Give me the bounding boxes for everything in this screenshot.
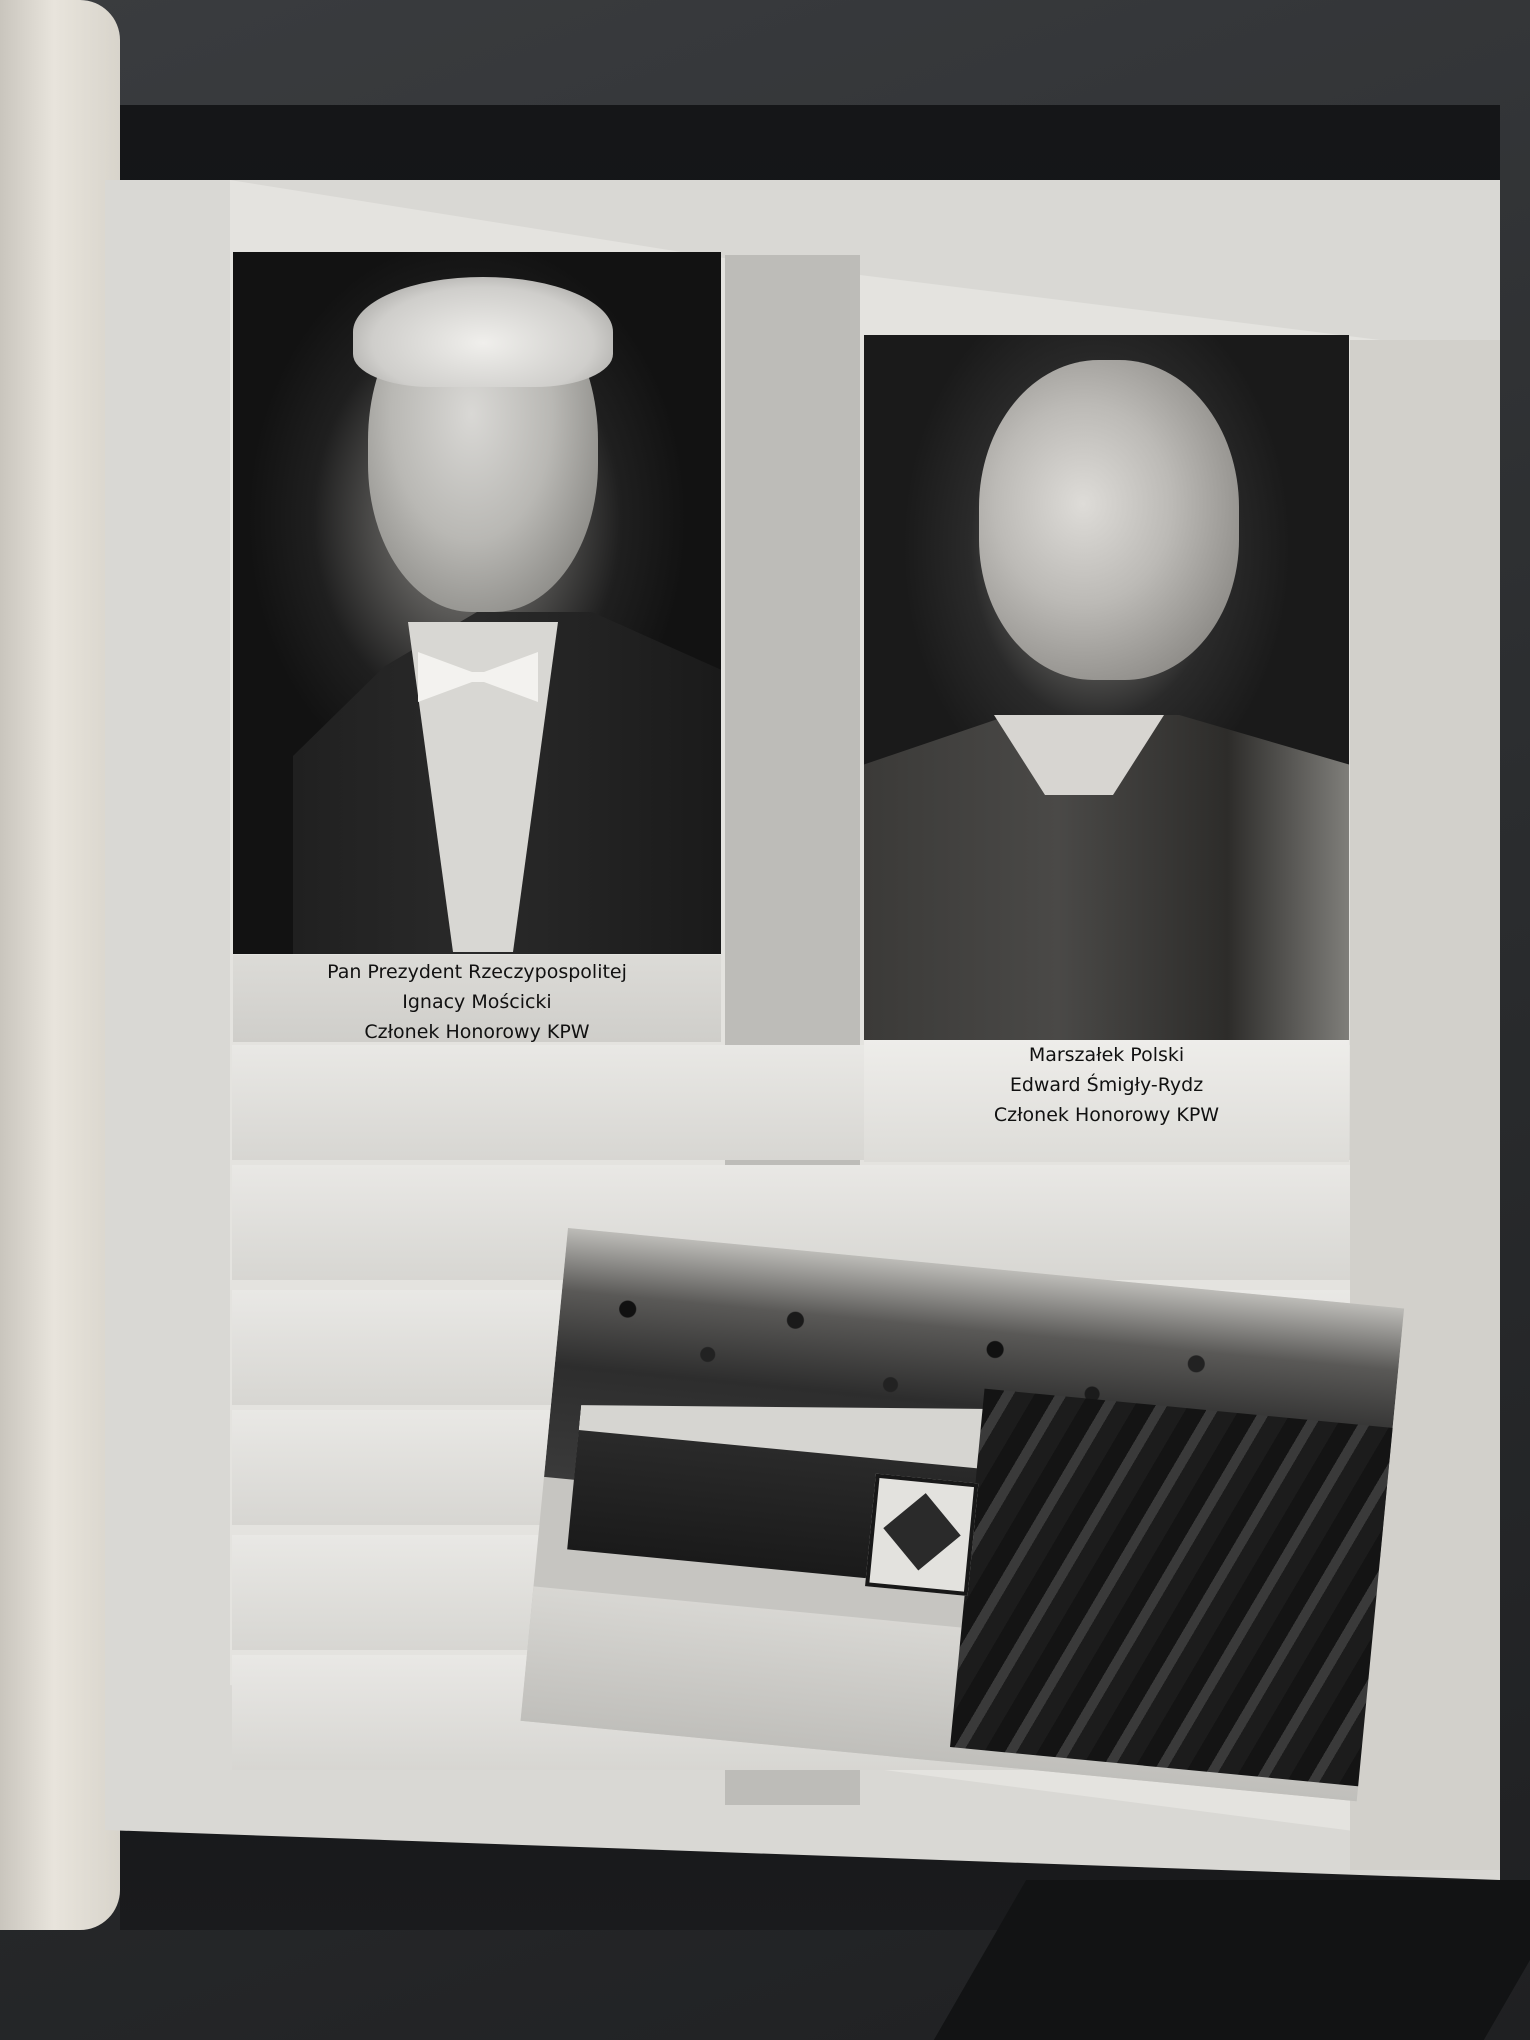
caption-line: Ignacy Mościcki [402, 991, 552, 1013]
caption-left [233, 955, 721, 1042]
cover-shadow [934, 1880, 1530, 2040]
parade-photo [521, 1228, 1405, 1801]
page-strip-right [1350, 340, 1500, 1870]
caption-right [864, 1040, 1349, 1162]
portrait-left [233, 252, 721, 954]
caption-line: Członek Honorowy KPW [364, 1021, 590, 1043]
caption-line: Pan Prezydent Rzeczypospolitej [327, 961, 627, 983]
left-page-edge [0, 0, 120, 1930]
banner [865, 1474, 978, 1596]
caption-line: Marszałek Polski [1028, 1044, 1185, 1066]
caption-line: Edward Śmigły-Rydz [1009, 1074, 1204, 1096]
caption-line: Członek Honorowy KPW [993, 1104, 1220, 1126]
portrait-right [864, 335, 1349, 1040]
face [979, 360, 1239, 680]
hair [353, 277, 613, 387]
banner-emblem [883, 1493, 960, 1570]
marching-soldiers [950, 1389, 1403, 1788]
